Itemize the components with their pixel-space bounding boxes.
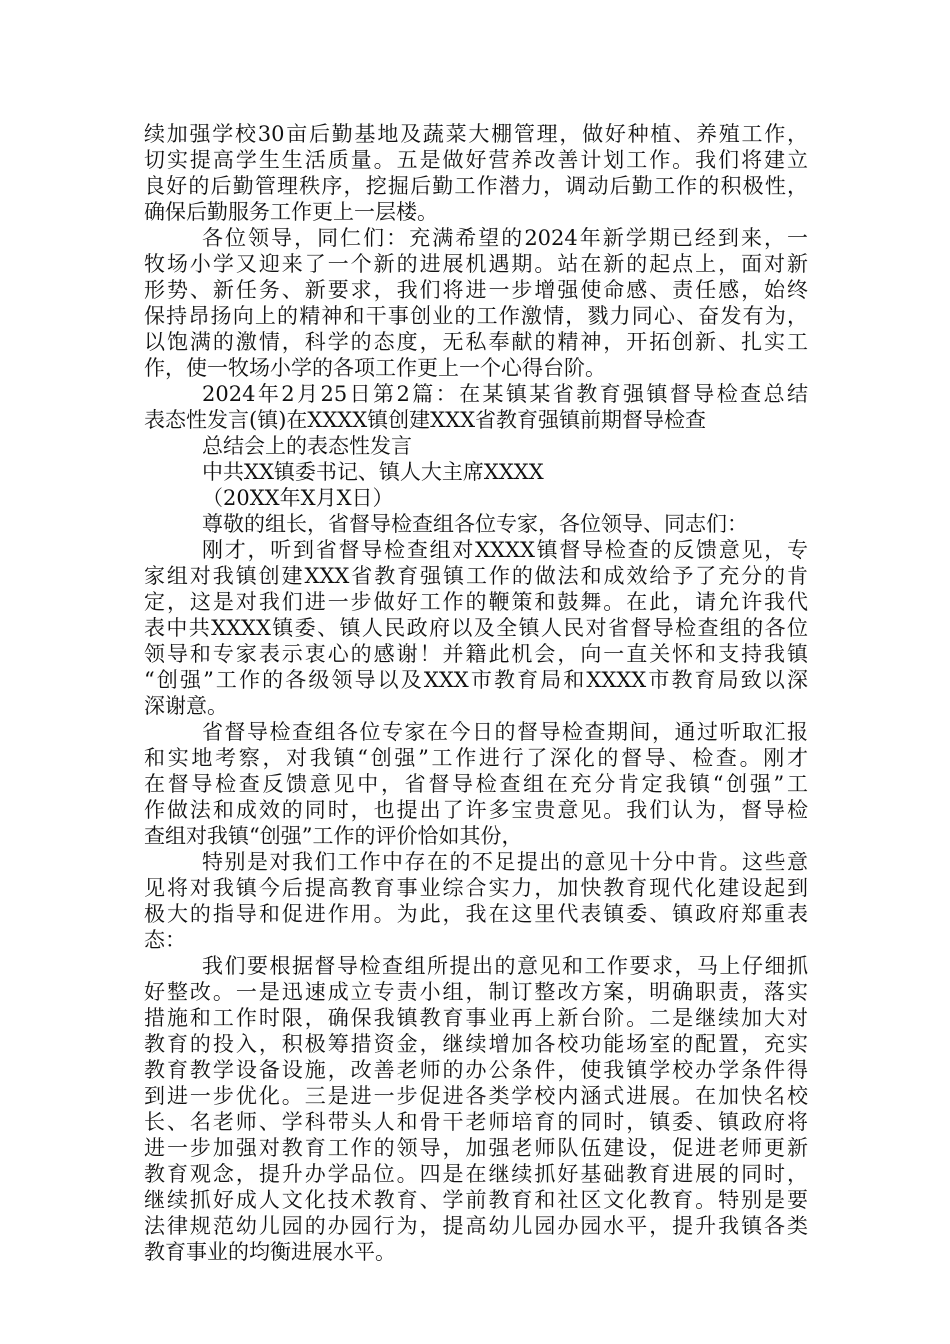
- text-line: 教育观念，提升办学品位。四是在继续抓好基础教育进展的同时，: [144, 1162, 808, 1186]
- text-line: 继续抓好成人文化技术教育、学前教育和社区文化教育。特别是要: [144, 1188, 808, 1212]
- text-line: 长、名老师、学科带头人和骨干老师培育的同时，镇委、镇政府将: [144, 1110, 808, 1134]
- text-line: 2024年2月25日第2篇：在某镇某省教育强镇督导检查总结: [202, 382, 808, 406]
- text-line: 省督导检查组各位专家在今日的督导检查期间，通过听取汇报: [202, 720, 808, 744]
- text-line: 好整改。一是迅速成立专责小组，制订整改方案，明确职责，落实: [144, 980, 808, 1004]
- text-line: 我们要根据督导检查组所提出的意见和工作要求，马上仔细抓: [202, 954, 808, 978]
- text-line: 进一步加强对教育工作的领导，加强老师队伍建设，促进老师更新: [144, 1136, 808, 1160]
- text-line: 教育事业的均衡进展水平。: [144, 1240, 396, 1264]
- text-line: 切实提高学生生活质量。五是做好营养改善计划工作。我们将建立: [144, 148, 808, 172]
- text-line: 表态性发言(镇)在XXXX镇创建XXX省教育强镇前期督导检查: [144, 408, 707, 432]
- text-line: 保持昂扬向上的精神和干事创业的工作激情，戮力同心、奋发有为，: [144, 304, 808, 328]
- text-line: 续加强学校30亩后勤基地及蔬菜大棚管理，做好种植、养殖工作，: [144, 122, 808, 146]
- text-line: 态：: [144, 928, 186, 952]
- text-line: 中共XX镇委书记、镇人大主席XXXX: [202, 460, 544, 484]
- text-line: 见将对我镇今后提高教育事业综合实力，加快教育现代化建设起到: [144, 876, 808, 900]
- text-line: 查组对我镇“创强”工作的评价恰如其份，: [144, 824, 523, 848]
- text-line: 深谢意。: [144, 694, 228, 718]
- text-line: 教育的投入，积极筹措资金，继续增加各校功能场室的配置，充实: [144, 1032, 808, 1056]
- text-line: 以饱满的激情，科学的态度，无私奉献的精神，开拓创新、扎实工: [144, 330, 808, 354]
- text-line: 教育教学设备设施，改善老师的办公条件，使我镇学校办学条件得: [144, 1058, 808, 1082]
- text-line: 特别是对我们工作中存在的不足提出的意见十分中肯。这些意: [202, 850, 808, 874]
- text-line: 到进一步优化。三是进一步促进各类学校内涵式进展。在加快名校: [144, 1084, 808, 1108]
- text-line: 法律规范幼儿园的办园行为，提高幼儿园办园水平，提升我镇各类: [144, 1214, 808, 1238]
- text-line: 措施和工作时限，确保我镇教育事业再上新台阶。二是继续加大对: [144, 1006, 808, 1030]
- text-line: （20XX年X月X日）: [202, 486, 394, 510]
- text-line: 尊敬的组长，省督导检查组各位专家，各位领导、同志们：: [202, 512, 748, 536]
- text-line: 刚才，听到省督导检查组对XXXX镇督导检查的反馈意见，专: [202, 538, 808, 562]
- text-line: 和实地考察，对我镇“创强”工作进行了深化的督导、检查。刚才: [144, 746, 808, 770]
- text-line: 在督导检查反馈意见中，省督导检查组在充分肯定我镇“创强”工: [144, 772, 808, 796]
- text-line: 作做法和成效的同时，也提出了许多宝贵意见。我们认为，督导检: [144, 798, 808, 822]
- text-line: 极大的指导和促进作用。为此，我在这里代表镇委、镇政府郑重表: [144, 902, 808, 926]
- text-line: 牧场小学又迎来了一个新的进展机遇期。站在新的起点上，面对新: [144, 252, 808, 276]
- text-line: 各位领导，同仁们：充满希望的2024年新学期已经到来，一: [202, 226, 808, 250]
- text-line: 领导和专家表示衷心的感谢！并籍此机会，向一直关怀和支持我镇: [144, 642, 808, 666]
- text-line: 确保后勤服务工作更上一层楼。: [144, 200, 438, 224]
- text-line: “创强”工作的各级领导以及XXX市教育局和XXXX市教育局致以深: [144, 668, 808, 692]
- text-line: 表中共XXXX镇委、镇人民政府以及全镇人民对省督导检查组的各位: [144, 616, 808, 640]
- text-line: 家组对我镇创建XXX省教育强镇工作的做法和成效给予了充分的肯: [144, 564, 808, 588]
- text-line: 总结会上的表态性发言: [202, 434, 412, 458]
- text-line: 定，这是对我们进一步做好工作的鞭策和鼓舞。在此，请允许我代: [144, 590, 808, 614]
- text-line: 形势、新任务、新要求，我们将进一步增强使命感、责任感，始终: [144, 278, 808, 302]
- text-line: 良好的后勤管理秩序，挖掘后勤工作潜力，调动后勤工作的积极性，: [144, 174, 808, 198]
- text-line: 作，使一牧场小学的各项工作更上一个心得台阶。: [144, 356, 606, 380]
- document-body: [144, 121, 808, 1265]
